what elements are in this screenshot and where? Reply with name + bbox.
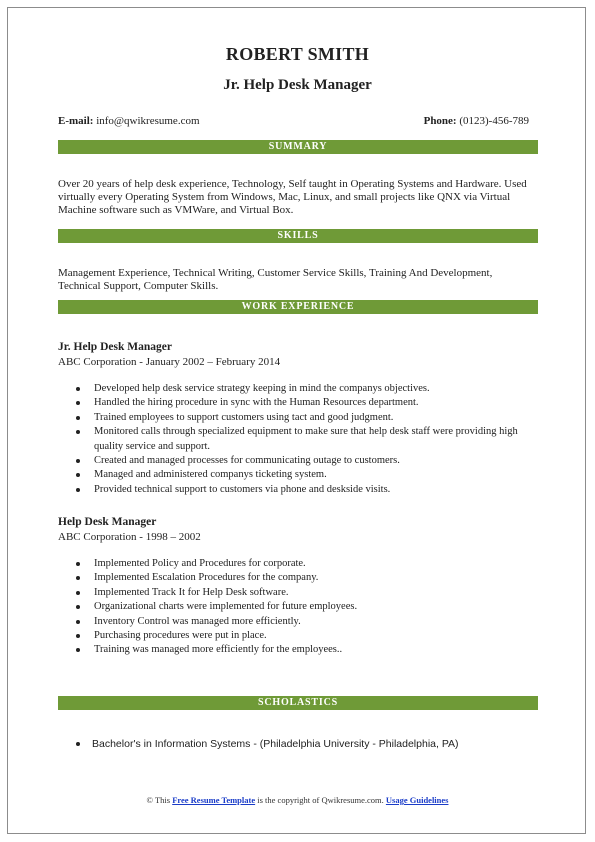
footer-prefix: © This [146,795,173,805]
list-item: Provided technical support to customers via phone and deskside visits. [58,483,528,497]
scholastics-heading: SCHOLASTICS [58,696,538,710]
list-item: Implemented Escalation Procedures for the company. [58,571,528,585]
usage-guidelines-link[interactable]: Usage Guidelines [385,795,449,805]
phone-line [424,115,529,127]
job-2-meta: ABC Corporation - 1998 – 2002 [58,531,201,543]
list-item: Monitored calls through specialized equipment to make sure that help desk staff were providing high quality service and support. [58,425,528,454]
skills-text: Management Experience, Technical Writing, Customer Service Skills, Training And Development, Technical Support, Computer Skills. [58,267,493,292]
list-item: Developed help desk service strategy keeping in mind the companys objectives. [58,382,528,396]
candidate-name: ROBERT SMITH [225,44,370,64]
summary-text: Over 20 years of help desk experience, Technology, Self taught in Operating Systems and Hardware. Used virtually every Operating System from Windows, Mac, Linux, and small projects like QNX via Virtual Machine software such as VMWare, and Virtual Box. [58,178,527,216]
footer-copyright: is the copyright of Qwikresume.com. [255,795,386,805]
footer [0,795,595,805]
list-item: Purchasing procedures were put in place. [58,629,528,643]
list-item: Bachelor's in Information Systems - (Philadelphia University - Philadelphia, PA) [58,737,528,751]
work-experience-heading: WORK EXPERIENCE [58,300,538,314]
free-resume-template-link[interactable]: Free Resume Template [172,795,256,805]
list-item: Organizational charts were implemented for future employees. [58,600,528,614]
list-item: Handled the hiring procedure in sync with the Human Resources department. [58,396,528,410]
list-item: Trained employees to support customers using tact and good judgment. [58,411,528,425]
list-item: Created and managed processes for communicating outage to customers. [58,454,528,468]
phone-value: (0123)-456-789 [459,115,529,127]
phone-label: Phone: [423,115,457,127]
job-1-bullets [58,382,528,497]
skills-heading: SKILLS [58,229,538,243]
list-item: Inventory Control was managed more efficiently. [58,615,528,629]
list-item: Implemented Policy and Procedures for corporate. [58,557,528,571]
job-2-bullets [58,557,528,658]
email-value: info@qwikresume.com [96,115,200,127]
list-item: Training was managed more efficiently for the employees.. [58,643,528,657]
email-line [58,115,200,127]
education-list [58,737,528,751]
summary-heading: SUMMARY [58,140,538,154]
candidate-title: Jr. Help Desk Manager [223,77,372,93]
job-1-meta: ABC Corporation - January 2002 – February 2014 [58,356,281,368]
job-1-title: Jr. Help Desk Manager [58,341,172,353]
list-item: Implemented Track It for Help Desk software. [58,586,528,600]
job-2-title: Help Desk Manager [58,516,157,528]
email-label: E-mail: [58,115,94,127]
list-item: Managed and administered companys ticketing system. [58,468,528,482]
